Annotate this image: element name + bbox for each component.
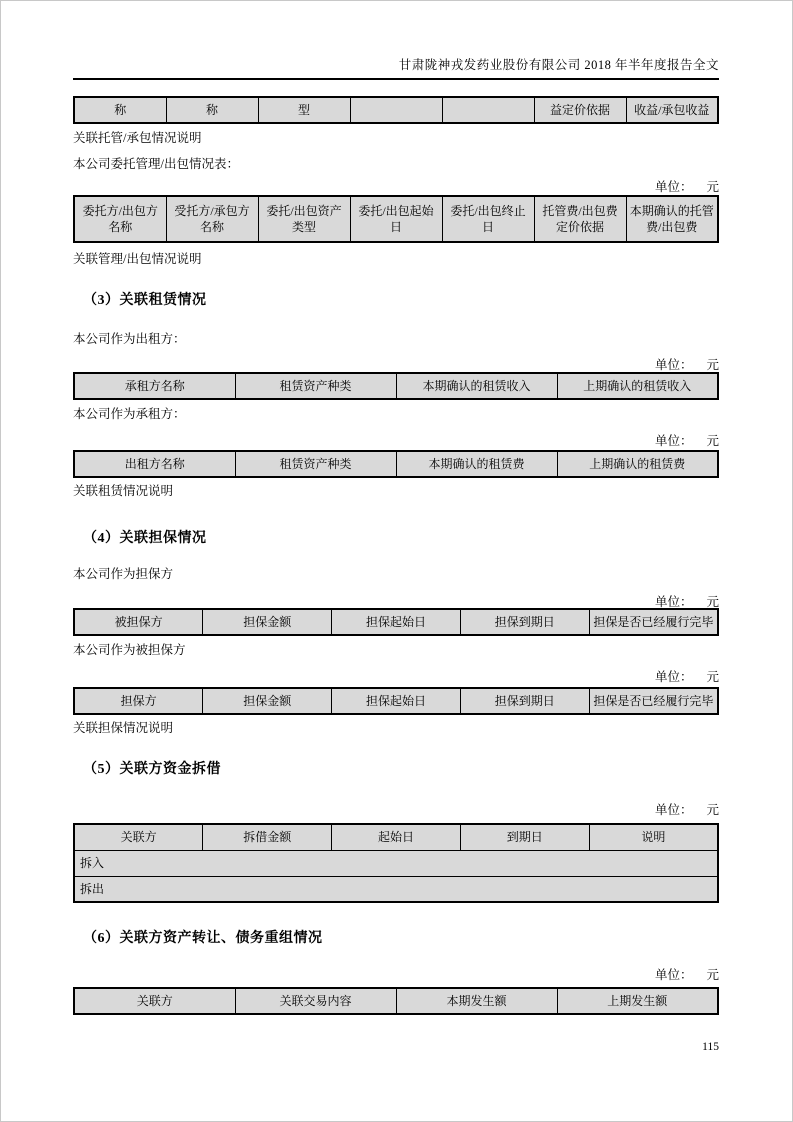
header-cell: 关联方 <box>74 988 235 1014</box>
header-rule <box>73 78 719 80</box>
header-cell: 益定价依据 <box>534 97 626 123</box>
unit-row <box>73 355 719 373</box>
page-number: 115 <box>702 1041 719 1053</box>
unit-value: 元 <box>706 670 719 684</box>
lease-lessor-table <box>73 372 719 400</box>
row-label-cell: 拆出 <box>74 876 718 902</box>
header-cell: 担保金额 <box>203 609 332 635</box>
header-cell: 租赁资产种类 <box>235 373 396 399</box>
header-cell: 关联交易内容 <box>235 988 396 1014</box>
unit-label: 单位： <box>654 670 693 684</box>
header-cell: 担保到期日 <box>460 609 589 635</box>
lease-lessee-table <box>73 450 719 478</box>
header-cell: 本期确认的租赁费 <box>396 451 557 477</box>
outsourcing-intro: 本公司委托管理/出包情况表： <box>73 157 239 171</box>
unit-label: 单位： <box>654 595 693 609</box>
header-cell: 本期确认的租赁收入 <box>396 373 557 399</box>
unit-row <box>73 177 719 195</box>
table-header-row <box>74 196 718 242</box>
header-cell: 拆借金额 <box>203 824 332 850</box>
header-cell: 说明 <box>589 824 718 850</box>
page-header-title: 甘肃陇神戎发药业股份有限公司 2018 年半年度报告全文 <box>398 58 719 72</box>
header-cell: 称 <box>166 97 258 123</box>
unit-value: 元 <box>706 434 719 448</box>
header-cell: 担保到期日 <box>460 688 589 714</box>
trusteeship-note: 关联托管/承包情况说明 <box>73 131 202 145</box>
header-cell: 起始日 <box>332 824 461 850</box>
guaranteed-intro: 本公司作为被担保方 <box>73 643 186 657</box>
table-header-row <box>74 688 718 714</box>
header-cell: 型 <box>258 97 350 123</box>
header-cell: 委托方/出包方名称 <box>74 196 166 242</box>
unit-value: 元 <box>706 358 719 372</box>
table-row <box>74 97 718 123</box>
header-cell: 本期确认的托管费/出包费 <box>626 196 718 242</box>
guarantee-as-guarantor-table <box>73 608 719 636</box>
table-header-row <box>74 451 718 477</box>
header-cell: 托管费/出包费定价依据 <box>534 196 626 242</box>
header-cell <box>442 97 534 123</box>
header-cell: 被担保方 <box>74 609 203 635</box>
section-3-title: （3）关联租赁情况 <box>83 293 207 308</box>
header-cell: 受托方/承包方名称 <box>166 196 258 242</box>
table-header-row <box>74 609 718 635</box>
section-5-title: （5）关联方资金拆借 <box>83 762 221 777</box>
unit-label: 单位： <box>654 180 693 194</box>
unit-value: 元 <box>706 180 719 194</box>
header-cell: 出租方名称 <box>74 451 235 477</box>
header-cell: 担保起始日 <box>332 609 461 635</box>
header-cell: 收益/承包收益 <box>626 97 718 123</box>
header-cell: 租赁资产种类 <box>235 451 396 477</box>
header-cell: 称 <box>74 97 166 123</box>
unit-row <box>73 965 719 983</box>
unit-value: 元 <box>706 803 719 817</box>
unit-label: 单位： <box>654 803 693 817</box>
unit-row <box>73 431 719 449</box>
header-cell: 上期发生额 <box>557 988 718 1014</box>
header-cell <box>350 97 442 123</box>
section-4-title: （4）关联担保情况 <box>83 531 207 546</box>
header-cell: 担保方 <box>74 688 203 714</box>
table-header-row <box>74 373 718 399</box>
unit-row <box>73 667 719 685</box>
unit-value: 元 <box>706 968 719 982</box>
table-header-row <box>74 824 718 850</box>
section-6-title: （6）关联方资产转让、债务重组情况 <box>83 931 323 946</box>
header-cell: 担保金额 <box>203 688 332 714</box>
guarantee-as-guaranteed-table <box>73 687 719 715</box>
header-cell: 本期发生额 <box>396 988 557 1014</box>
guarantor-intro: 本公司作为担保方 <box>73 567 174 581</box>
header-cell: 到期日 <box>460 824 589 850</box>
header-cell: 担保起始日 <box>332 688 461 714</box>
unit-label: 单位： <box>654 358 693 372</box>
header-cell: 关联方 <box>74 824 203 850</box>
header-cell: 上期确认的租赁费 <box>557 451 718 477</box>
header-cell: 担保是否已经履行完毕 <box>589 609 718 635</box>
unit-label: 单位： <box>654 968 693 982</box>
header-cell: 承租方名称 <box>74 373 235 399</box>
unit-row <box>73 800 719 818</box>
management-note: 关联管理/出包情况说明 <box>73 252 202 266</box>
unit-value: 元 <box>706 595 719 609</box>
header-cell: 委托/出包资产类型 <box>258 196 350 242</box>
unit-label: 单位： <box>654 434 693 448</box>
trusteeship-table-continuation <box>73 96 719 124</box>
header-cell: 上期确认的租赁收入 <box>557 373 718 399</box>
lease-note: 关联租赁情况说明 <box>73 484 174 498</box>
guarantee-note: 关联担保情况说明 <box>73 721 174 735</box>
lessee-intro: 本公司作为承租方： <box>73 407 186 421</box>
fund-borrowing-table <box>73 823 719 903</box>
lessor-intro: 本公司作为出租方： <box>73 332 186 346</box>
asset-transfer-table <box>73 987 719 1015</box>
outsourcing-table <box>73 195 719 243</box>
header-cell: 担保是否已经履行完毕 <box>589 688 718 714</box>
header-cell: 委托/出包起始日 <box>350 196 442 242</box>
table-header-row <box>74 988 718 1014</box>
header-cell: 委托/出包终止日 <box>442 196 534 242</box>
table-row <box>74 876 718 902</box>
table-row <box>74 850 718 876</box>
row-label-cell: 拆入 <box>74 850 718 876</box>
